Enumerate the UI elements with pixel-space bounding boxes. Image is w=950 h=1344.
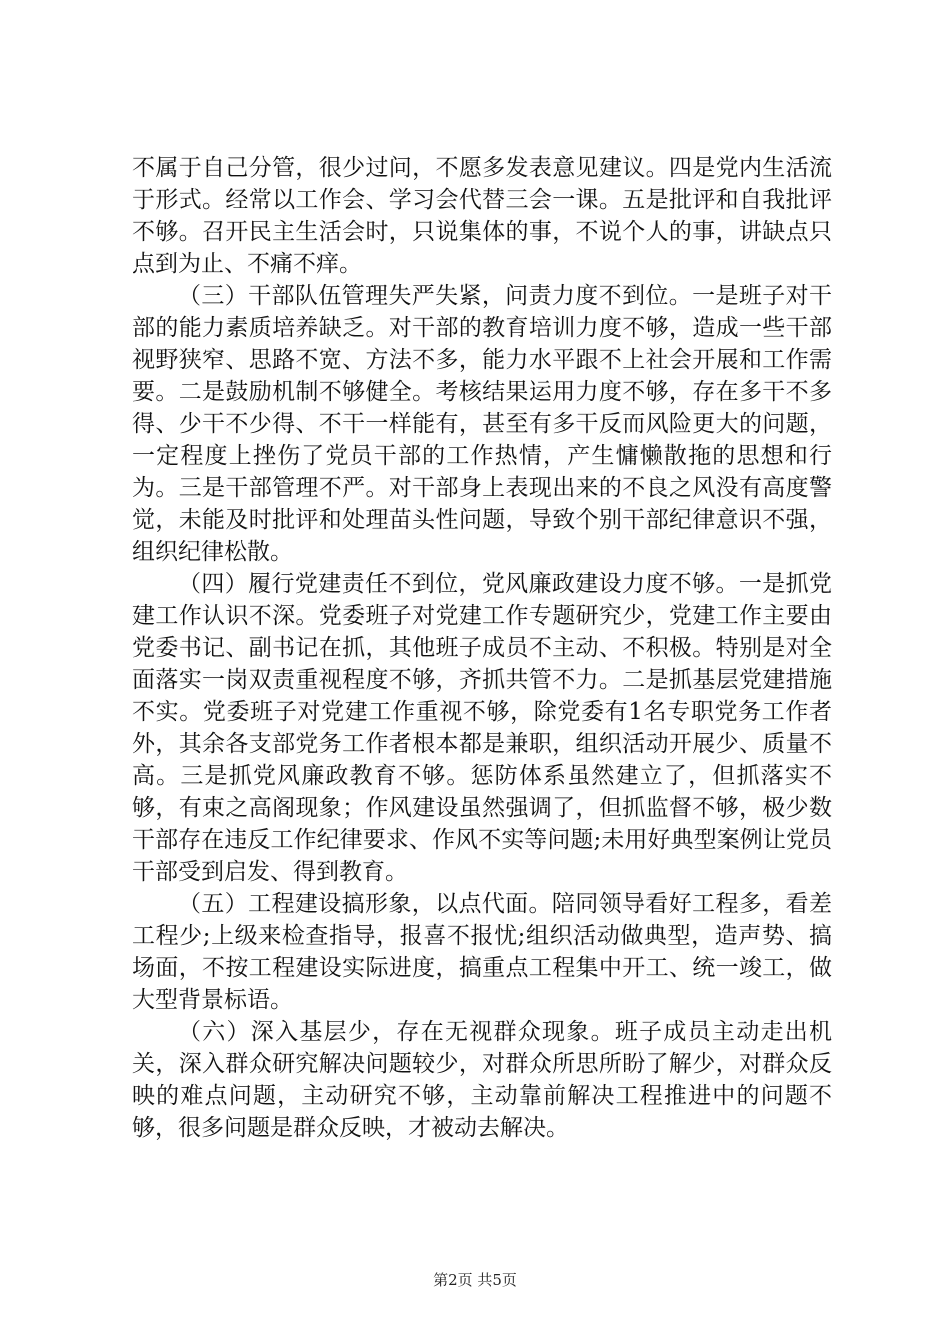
- paragraph-section-6: （六）深入基层少，存在无视群众现象。班子成员主动走出机关，深入群众研究解决问题较少，对群众所思所盼了解少，对群众反映的难点问题，主动研究不够，主动靠前解决工程推进中的问题不够，很多问题是群众反映，才被动去解决。: [132, 1019, 832, 1141]
- page-footer: 第2页 共5页: [433, 1271, 517, 1289]
- paragraph-section-5: （五）工程建设搞形象，以点代面。陪同领导看好工程多，看差工程少;上级来检查指导，报喜不报忧;组织活动做典型，造声势、搞场面，不按工程建设实际进度，搞重点工程集中开工、统一竣工，做大型背景标语。: [132, 891, 832, 1013]
- paragraph-continuation: 不属于自己分管，很少过问，不愿多发表意见建议。四是党内生活流于形式。经常以工作会、学习会代替三会一课。五是批评和自我批评不够。召开民主生活会时，只说集体的事，不说个人的事，讲缺点只点到为止、不痛不痒。: [132, 155, 832, 277]
- document-body: [132, 152, 832, 1144]
- paragraph-section-3: （三）干部队伍管理失严失紧，问责力度不到位。一是班子对干部的能力素质培养缺乏。对干部的教育培训力度不够，造成一些干部视野狭窄、思路不宽、方法不多，能力水平跟不上社会开展和工作需要。二是鼓励机制不够健全。考核结果运用力度不够，存在多干不多得、少干不少得、不干一样能有，甚至有多干反而风险更大的问题，一定程度上挫伤了党员干部的工作热情，产生慵懒散拖的思想和行为。三是干部管理不严。对干部身上表现出来的不良之风没有高度警觉，未能及时批评和处理苗头性问题，导致个别干部纪律意识不强，组织纪律松散。: [132, 283, 832, 565]
- paragraph-section-4: （四）履行党建责任不到位，党风廉政建设力度不够。一是抓党建工作认识不深。党委班子对党建工作专题研究少，党建工作主要由党委书记、副书记在抓，其他班子成员不主动、不积极。特别是对全面落实一岗双责重视程度不够，齐抓共管不力。二是抓基层党建措施不实。党委班子对党建工作重视不够，除党委有1名专职党务工作者外，其余各支部党务工作者根本都是兼职，组织活动开展少、质量不高。三是抓党风廉政教育不够。惩防体系虽然建立了，但抓落实不够，有束之高阁现象；作风建设虽然强调了，但抓监督不够，极少数干部存在违反工作纪律要求、作风不实等问题;未用好典型案例让党员干部受到启发、得到教育。: [132, 571, 832, 885]
